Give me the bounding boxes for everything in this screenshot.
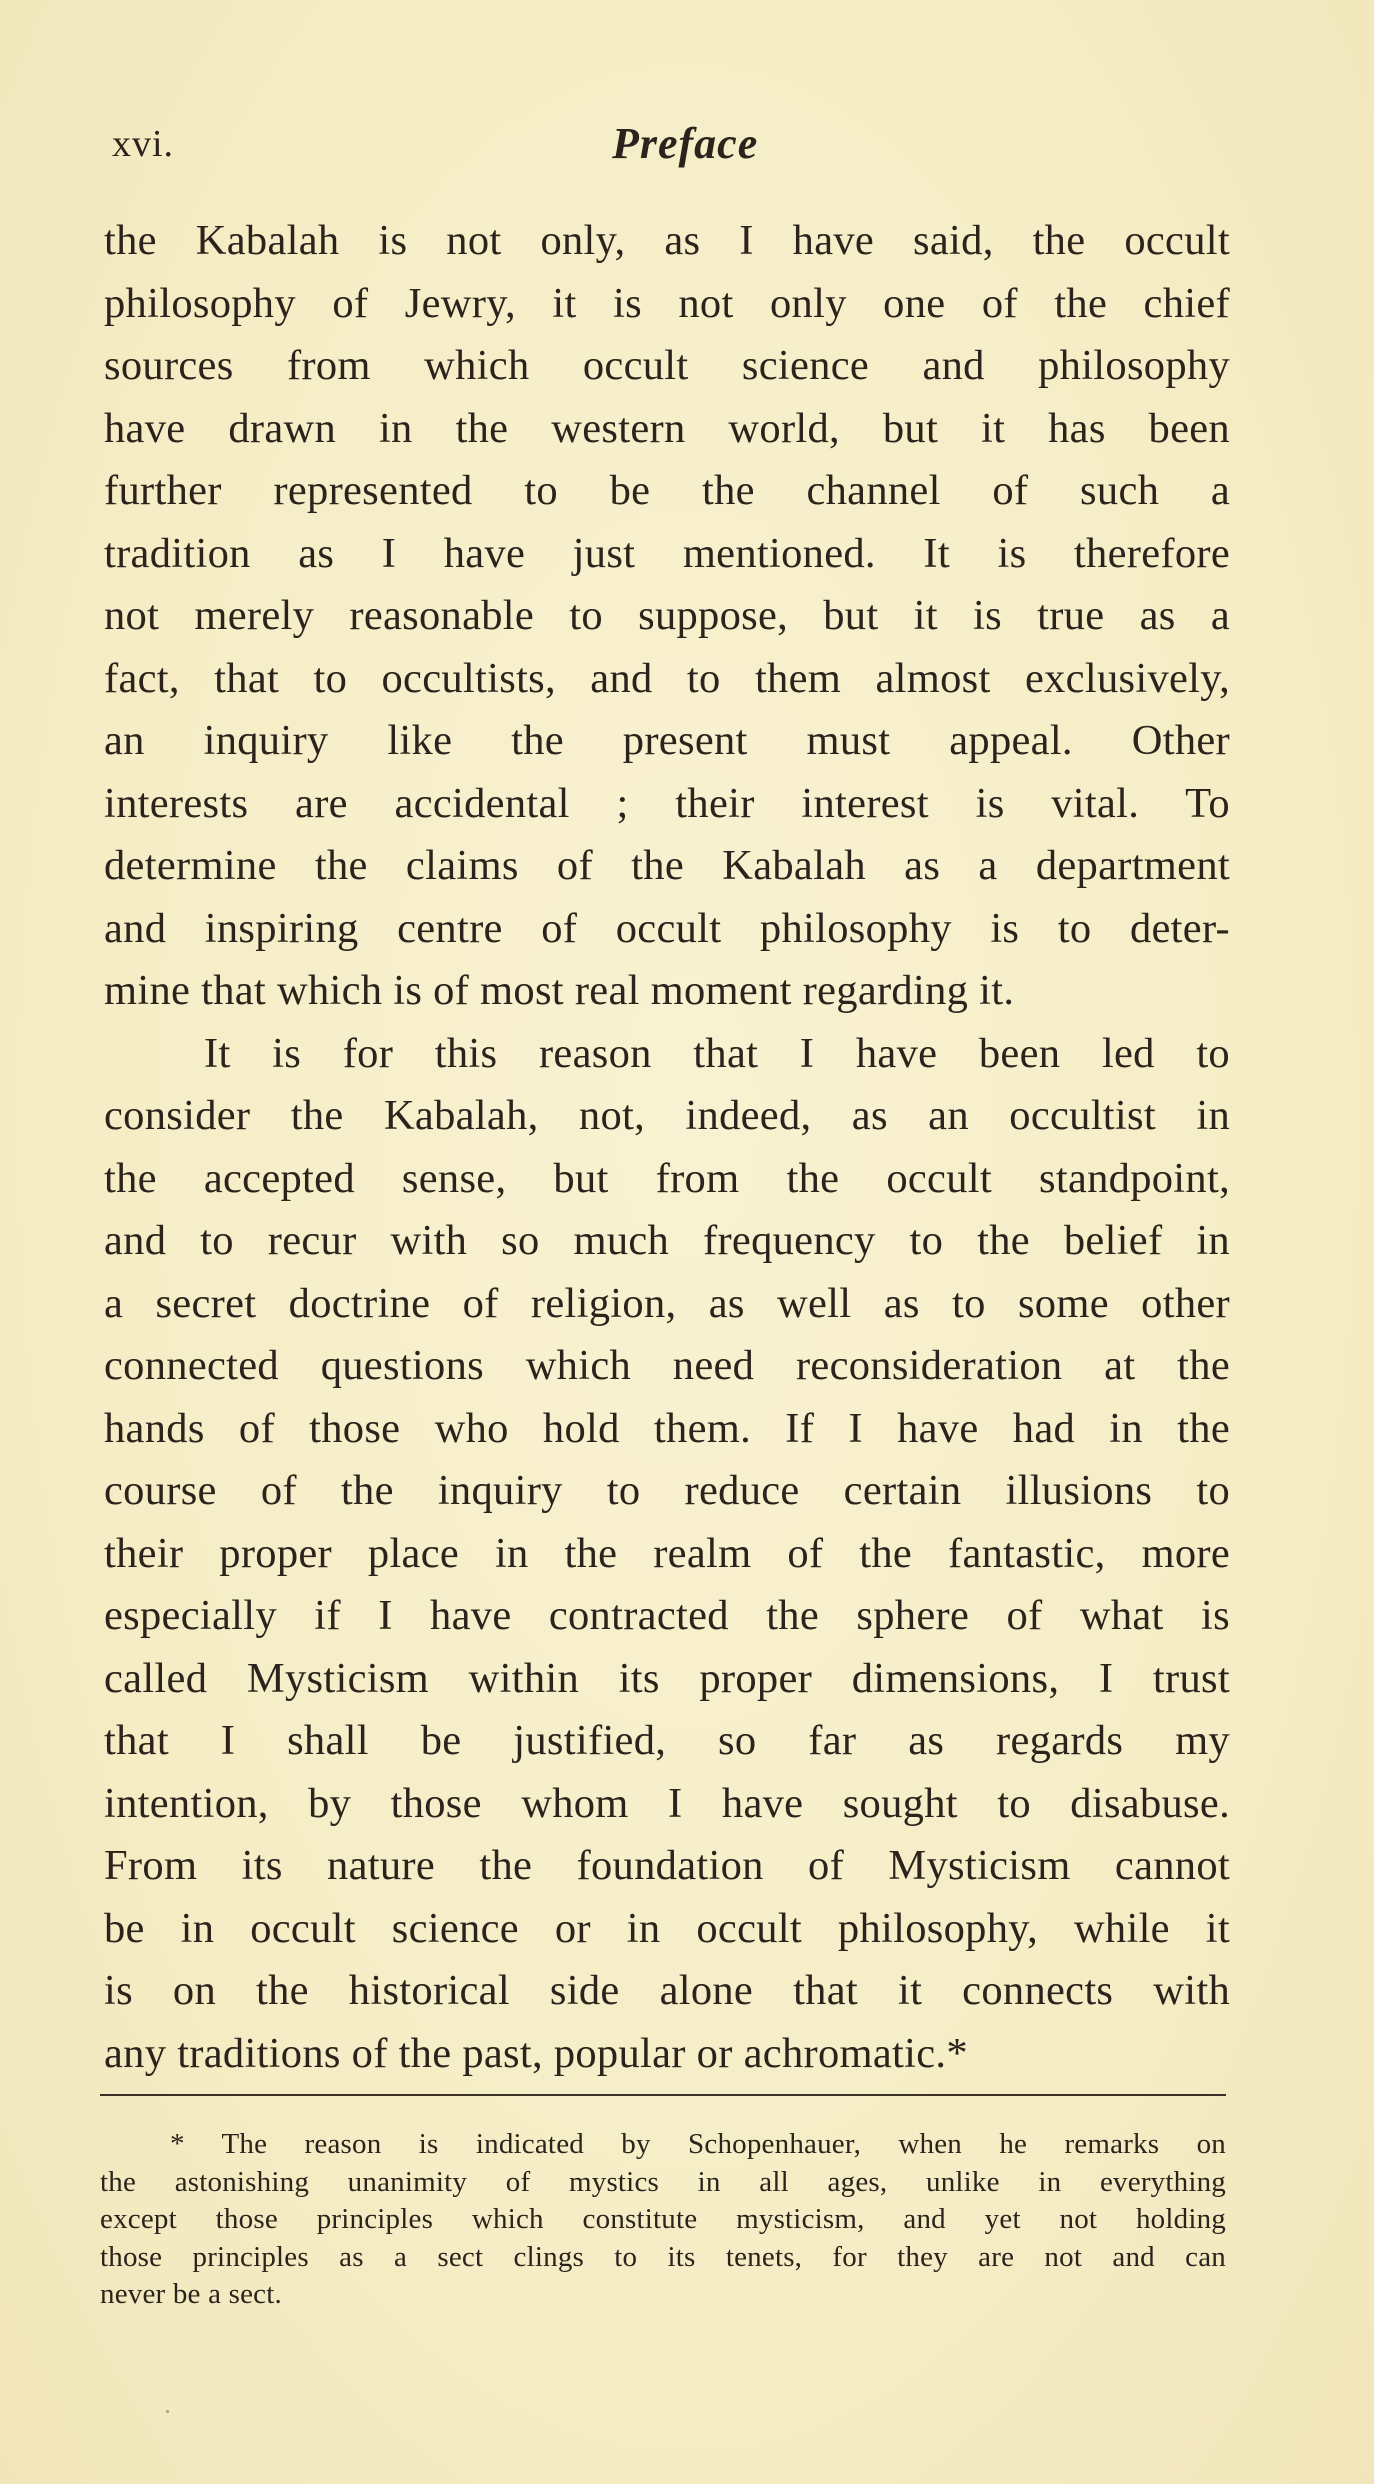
page-header (112, 118, 1232, 178)
page-number: xvi. (112, 123, 175, 165)
text-line: further represented to be the channel of such a (104, 467, 1230, 514)
text-line: a secret doctrine of religion, as well as to some other (104, 1279, 1230, 1327)
text-line: philosophy of Jewry, it is not only one of the chief (104, 279, 1230, 327)
footnote-divider (100, 2094, 1226, 2096)
text-line: interests are accidental ; their interest is vital. To (104, 779, 1230, 827)
text-line: and inspiring centre of occult philosophy is to deter- (104, 904, 1230, 952)
text-line: an inquiry like the present must appeal. Other (104, 717, 1230, 764)
text-line: their proper place in the realm of the fantastic, more (104, 1529, 1230, 1577)
text-line: not merely reasonable to suppose, but it is true as a (104, 592, 1230, 639)
text-line: hands of those who hold them. If I have had in the (104, 1404, 1230, 1452)
text-line: called Mysticism within its proper dimensions, I trust (104, 1654, 1230, 1702)
text-line: is on the historical side alone that it connects with (104, 1967, 1230, 2014)
paper-speck (166, 2410, 169, 2413)
text-line: and to recur with so much frequency to the belief in (104, 1217, 1230, 1264)
footnote (100, 2126, 1226, 2314)
text-line: fact, that to occultists, and to them almost exclusively, (104, 654, 1230, 702)
body-text (104, 210, 1230, 2085)
footnote-line: * The reason is indicated by Schopenhauer, when he remarks on (170, 2128, 1226, 2160)
footnote-line: those principles as a sect clings to its tenets, for they are not and can (100, 2240, 1226, 2273)
text-line: connected questions which need reconsideration at the (104, 1342, 1230, 1389)
text-line: the accepted sense, but from the occult standpoint, (104, 1154, 1230, 1202)
text-line: the Kabalah is not only, as I have said, the occult (104, 217, 1230, 264)
text-line: especially if I have contracted the sphere of what is (104, 1592, 1230, 1639)
text-line: intention, by those whom I have sought to disabuse. (104, 1779, 1230, 1827)
text-line: mine that which is of most real moment regarding it. (104, 967, 1015, 1014)
text-line: any traditions of the past, popular or achromatic.* (104, 2029, 968, 2077)
text-line: have drawn in the western world, but it has been (104, 404, 1230, 452)
text-line: tradition as I have just mentioned. It is therefore (104, 529, 1230, 577)
text-line: be in occult science or in occult philosophy, while it (104, 1904, 1230, 1952)
footnote-line: the astonishing unanimity of mystics in all ages, unlike in everything (100, 2165, 1226, 2198)
footnote-line: never be a sect. (100, 2278, 282, 2310)
text-line: From its nature the foundation of Mysticism cannot (104, 1842, 1230, 1889)
text-line: determine the claims of the Kabalah as a department (104, 842, 1230, 889)
text-line: course of the inquiry to reduce certain illusions to (104, 1467, 1230, 1514)
footnote-line: except those principles which constitute mysticism, and yet not holding (100, 2203, 1226, 2235)
running-head: Preface (612, 119, 759, 168)
text-line: that I shall be justified, so far as regards my (104, 1717, 1230, 1764)
text-line: sources from which occult science and philosophy (104, 342, 1230, 389)
text-line: consider the Kabalah, not, indeed, as an occultist in (104, 1092, 1230, 1139)
text-line: It is for this reason that I have been led to (204, 1029, 1230, 1077)
